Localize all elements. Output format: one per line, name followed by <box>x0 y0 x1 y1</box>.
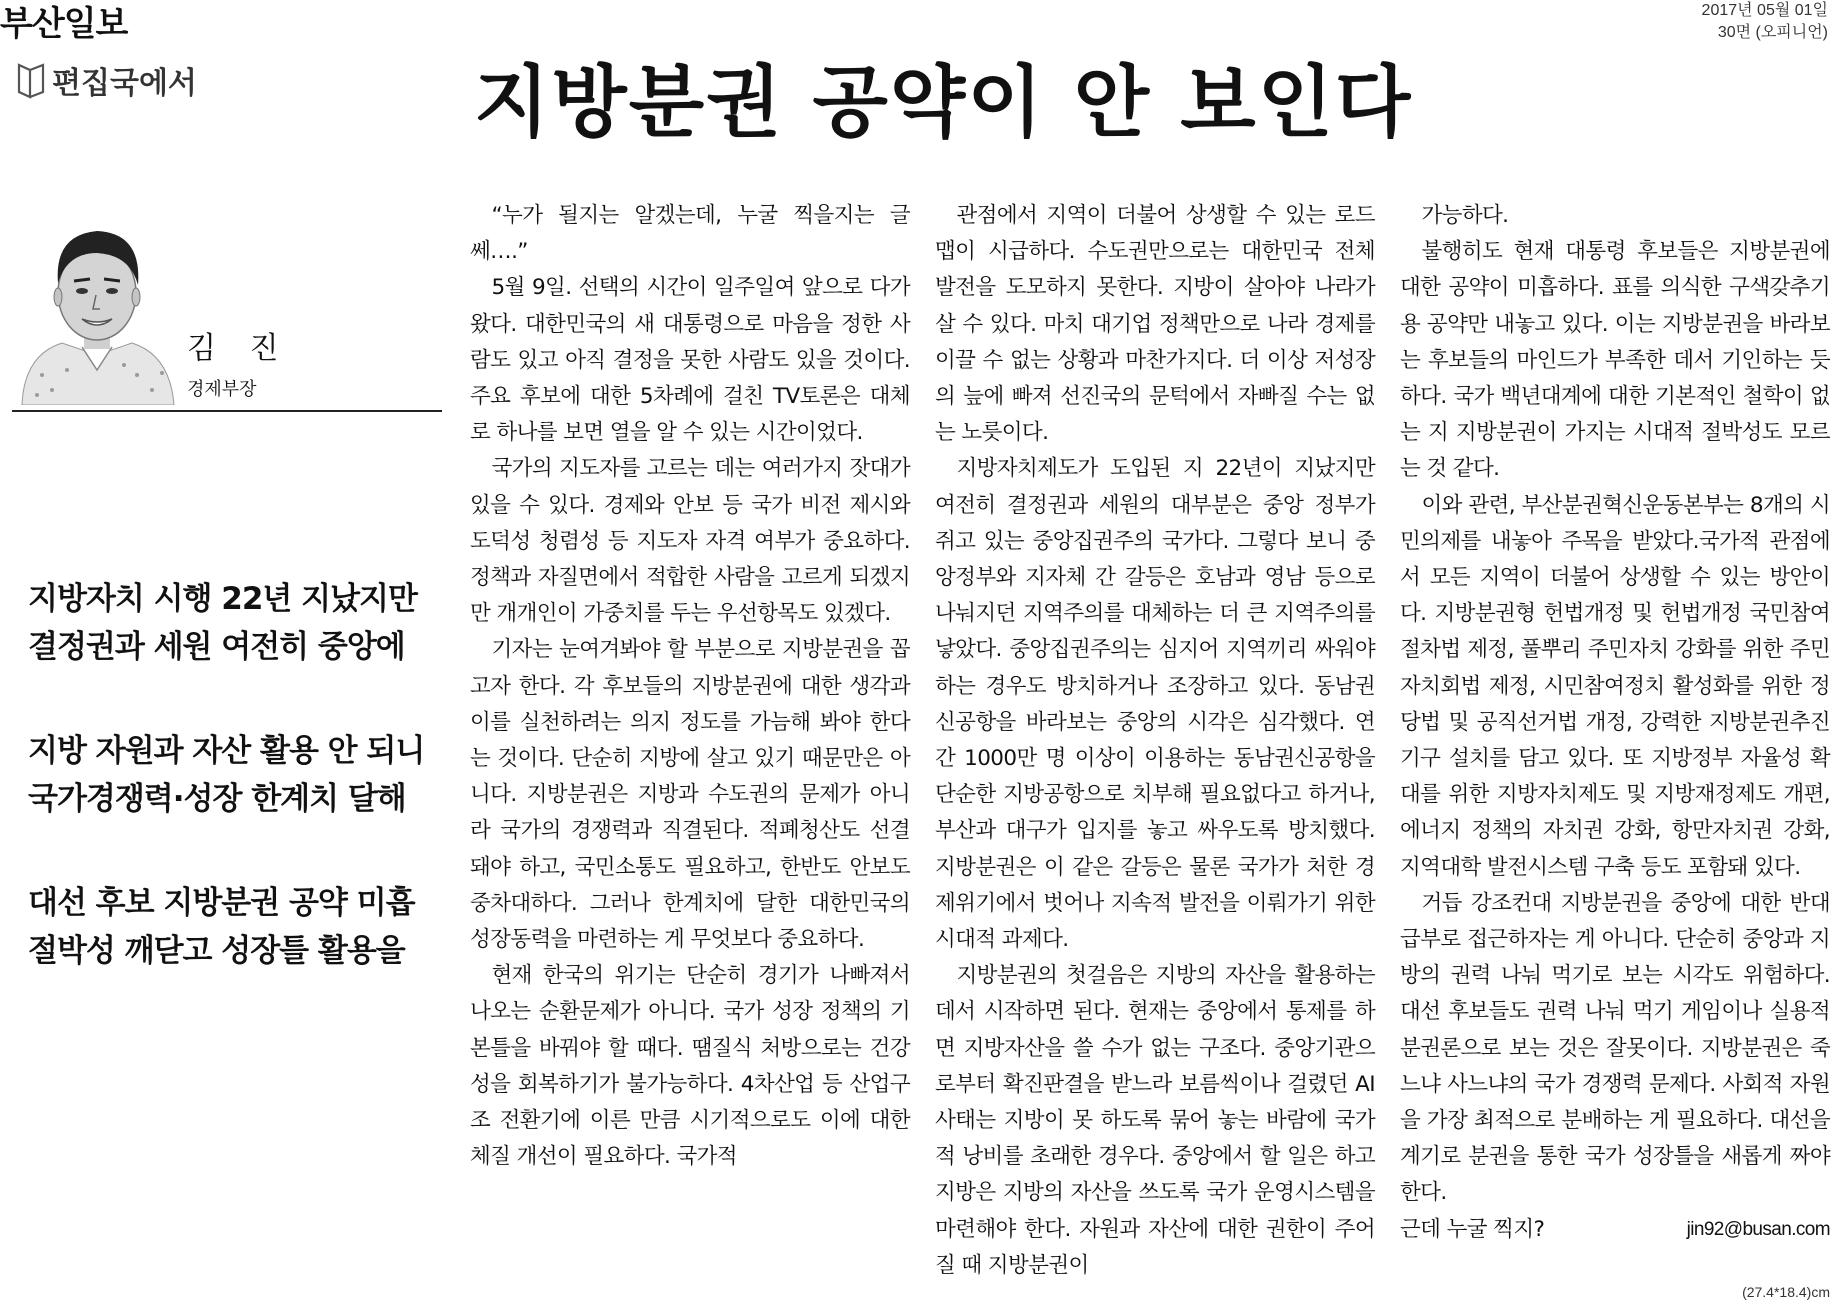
size-note: (27.4*18.4)cm <box>1742 1284 1830 1300</box>
summary-line: 지방자치 시행 22년 지났지만 <box>28 581 417 617</box>
author-email[interactable]: jin92@busan.com <box>1686 1218 1830 1240</box>
body-column-1 <box>470 198 910 1175</box>
summary-line: 대선 후보 지방분권 공약 미흡 <box>28 885 415 921</box>
signoff <box>1400 1212 1830 1248</box>
body-paragraph: 5월 9일. 선택의 시간이 일주일여 앞으로 다가왔다. 대한민국의 새 대통령으로 마음을 정한 사람도 있고 아직 결정을 못한 사람도 있을 것이다. 주요 후보에 대한 5차례에 걸친 TV토론은 대체로 하나를 보면 열을 알 수 있는 시간이었다. <box>470 275 910 446</box>
issue-page: 30면 (오피니언) <box>1717 24 1828 41</box>
body-column-2 <box>935 198 1375 1284</box>
summary-block <box>28 575 438 1031</box>
summary-line: 절박성 깨닫고 성장틀 활용을 <box>28 933 405 969</box>
section-title: 편집국에서 <box>52 66 197 101</box>
closing-line: 근데 누굴 찍지? <box>1400 1216 1545 1242</box>
body-paragraph: 국가의 지도자를 고르는 데는 여러가지 잣대가 있을 수 있다. 경제와 안보 등 국가 비전 제시와 도덕성 청렴성 등 지도자 자격 여부가 중요하다. 정책과 자질면에서 적합한 사람을 고르게 되겠지만 개개인이 가중치를 두는 우선항목도 있겠다. <box>470 456 910 627</box>
issue-date: 2017년 05월 01일 <box>1701 2 1828 19</box>
body-column-3 <box>1400 198 1830 1248</box>
body-paragraph: 관점에서 지역이 더불어 상생할 수 있는 로드맵이 시급하다. 수도권만으로는 대한민국 전체 발전을 도모하지 못한다. 지방이 살아야 나라가 살 수 있다. 마치 대기업 정책만으로 나라 경제를 이끌 수 없는 상황과 마찬가지다. 더 이상 저성장의 늪에 빠져 선진국의 문턱에서 자빠질 수는 없는 노릇이다. <box>935 203 1375 446</box>
body-paragraph: 불행히도 현재 대통령 후보들은 지방분권에 대한 공약이 미흡하다. 표를 의식한 구색갖추기용 공약만 내놓고 있다. 이는 지방분권을 바라보는 후보들의 마인드가 부족한 데서 기인하는 듯하다. 국가 백년대계에 대한 기본적인 철학이 없는 지 지방분권이 가지는 시대적 절박성도 모르는 것 같다. <box>1400 239 1830 482</box>
body-paragraph: 이와 관련, 부산분권혁신운동본부는 8개의 시민의제를 내놓아 주목을 받았다.국가적 관점에서 모든 지역이 더불어 상생할 수 있는 방안이다. 지방분권형 헌법개정 및 헌법개정 국민참여 절차법 제정, 풀뿌리 주민자치 강화를 위한 주민자치회법 제정, 시민참여정치 활성화를 위한 정당법 및 공직선거법 개정, 강력한 지방분권추진기구 설치를 담고 있다. 또 지방정부 자율성 확대를 위한 지방자치제도 및 지방재정제도 개편, 에너지 정책의 자치권 강화, 항만자치권 강화, 지역대학 발전시스템 구축 등도 포함돼 있다. <box>1400 492 1830 880</box>
newspaper-masthead: 부산일보 <box>0 4 128 44</box>
summary-line: 국가경쟁력·성장 한계치 달해 <box>28 781 406 817</box>
article-headline: 지방분권 공약이 안 보인다 <box>474 57 1413 148</box>
body-paragraph: 거듭 강조컨대 지방분권을 중앙에 대한 반대급부로 접근하자는 게 아니다. 단순히 중앙과 지방의 권력 나눠 먹기로 보는 시각도 위험하다. 대선 후보들도 권력 나눠 먹기 게임이나 실용적 분권론으로 보는 것은 잘못이다. 지방분권은 죽느냐 사느냐의 국가 경쟁력 문제다. 사회적 자원을 가장 최적으로 분배하는 게 필요하다. 대선을 계기로 분권을 통한 국가 성장틀을 새롭게 짜야 한다. <box>1400 890 1830 1206</box>
summary-line: 지방 자원과 자산 활용 안 되니 <box>28 733 425 769</box>
summary-item <box>28 879 438 975</box>
summary-item <box>28 575 438 671</box>
section-label <box>16 58 197 102</box>
body-paragraph: 현재 한국의 위기는 단순히 경기가 나빠져서 나오는 순환문제가 아니다. 국가 성장 정책의 기본틀을 바꿔야 할 때다. 땜질식 처방으로는 건강성을 회복하기가 불가능하다. 4차산업 등 산업구조 전환기에 이른 만큼 시기적으로도 이에 대한 체질 개선이 필요하다. 국가적 <box>470 963 910 1170</box>
issue-info <box>1702 0 1828 44</box>
author-name: 김 진 <box>187 331 291 366</box>
summary-item <box>28 727 438 823</box>
body-paragraph: “누가 될지는 알겠는데, 누굴 찍을지는 글쎄….” <box>470 203 910 265</box>
author-box <box>12 205 442 412</box>
body-paragraph: 지방자치제도가 도입된 지 22년이 지났지만 여전히 결정권과 세원의 대부분은 중앙 정부가 쥐고 있는 중앙집권주의 국가다. 그렇다 보니 중앙정부와 지자체 간 갈등은 호남과 영남 등으로 나눠지던 지역주의를 대체하는 더 큰 지역주의를 낳았다. 중앙집권주의는 심지어 지역끼리 싸워야 하는 경우도 방치하거나 조장하고 있다. 동남권신공항을 바라보는 중앙의 시각은 심각했다. 연간 1000만 명 이상이 이용하는 동남권신공항을 단순한 지방공항으로 치부해 필요없다고 하거나, 부산과 대구가 입지를 놓고 싸우도록 방치했다. 지방분권은 이 같은 갈등은 물론 국가가 처한 경제위기에서 벗어나 지속적 발전을 이뤄가기 위한 시대적 과제다. <box>935 456 1375 953</box>
body-paragraph: 가능하다. <box>1421 203 1509 228</box>
body-paragraph: 기자는 눈여겨봐야 할 부분으로 지방분권을 꼽고자 한다. 각 후보들의 지방분권에 대한 생각과 이를 실천하려는 의지 정도를 가늠해 봐야 한다는 것이다. 단순히 지방에 살고 있기 때문만은 아니다. 지방분권은 지방과 수도권의 문제가 아니라 국가의 경쟁력과 직결된다. 적폐청산도 선결돼야 하고, 국민소통도 필요하고, 한반도 안보도 중차대하다. 그러나 한계치에 달한 대한민국의 성장동력을 마련하는 게 무엇보다 중요하다. <box>470 637 910 953</box>
body-paragraph: 지방분권의 첫걸음은 지방의 자산을 활용하는 데서 시작하면 된다. 현재는 중앙에서 통제를 하면 지방자산을 쓸 수가 없는 구조다. 중앙기관으로부터 확진판결을 받느라 보름씩이나 걸렸던 AI사태는 지방이 못 하도록 묶어 놓는 바람에 국가적 낭비를 초래한 경우다. 중앙에서 할 일은 하고 지방은 지방의 자산을 쓰도록 국가 운영시스템을 마련해야 한다. 자원과 자산에 대한 권한이 주어질 때 지방분권이 <box>935 963 1375 1278</box>
summary-line: 결정권과 세원 여전히 중앙에 <box>28 629 405 665</box>
author-photo <box>12 205 182 405</box>
author-title: 경제부장 <box>187 379 257 400</box>
book-icon <box>16 61 46 99</box>
